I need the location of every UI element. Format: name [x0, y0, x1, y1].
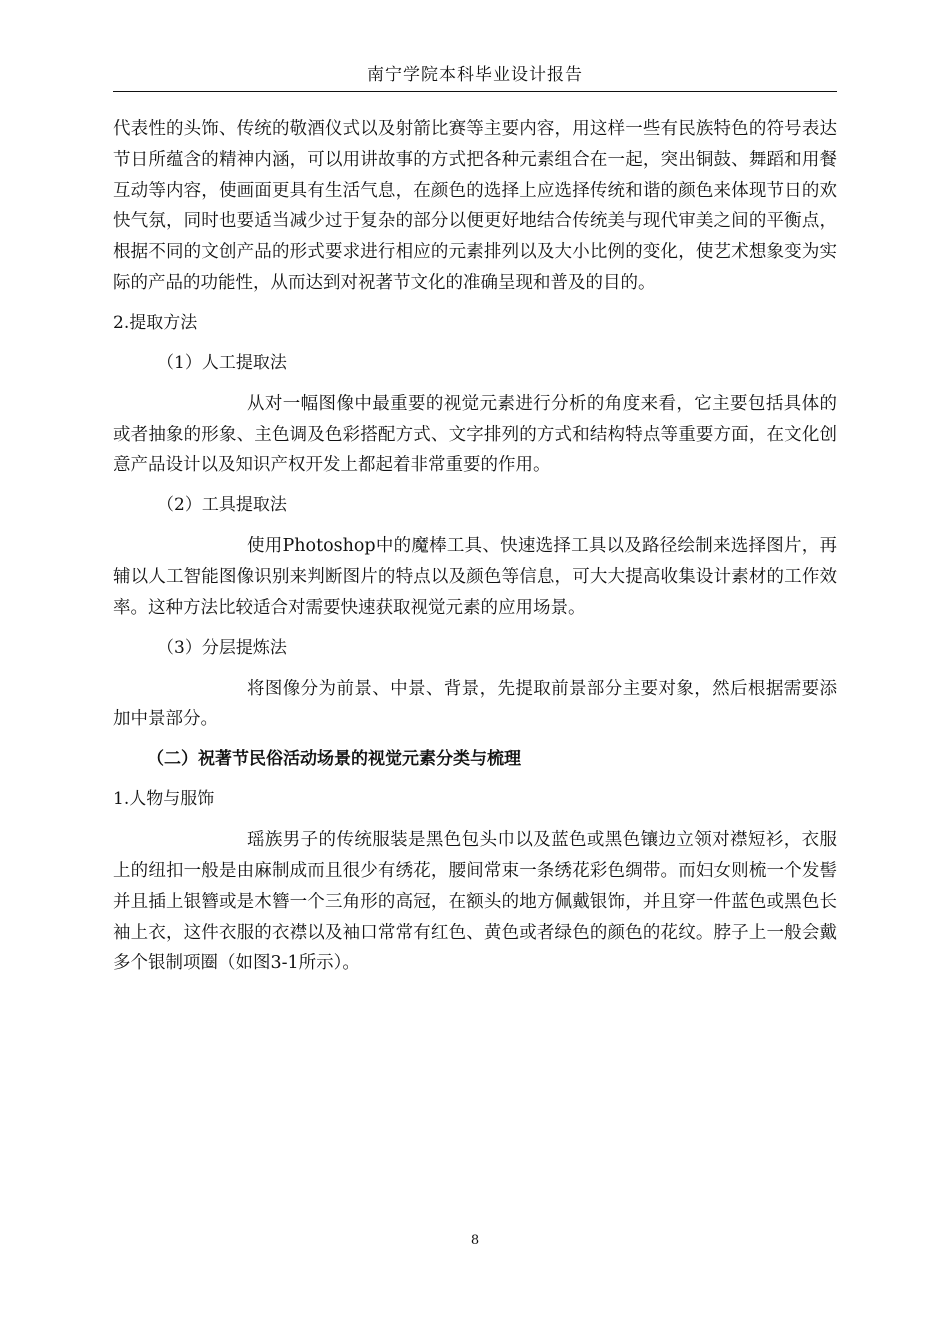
paragraph-intro: 代表性的头饰、传统的敬酒仪式以及射箭比赛等主要内容，用这样一些有民族特色的符号表达节日所蕴含的精神内涵，可以用讲故事的方式把各种元素组合在一起，突出铜鼓、舞蹈和用餐互动等内容，使画面更具有生活气息，在颜色的选择上应选择传统和谐的颜色来体现节日的欢快气氛，同时也要适当减少过于复杂的部分以便更好地结合传统美与现代审美之间的平衡点，根据不同的文创产品的形式要求进行相应的元素排列以及大小比例的变化，使艺术想象变为实际的产品的功能性，从而达到对祝著节文化的准确呈现和普及的目的。: [113, 119, 837, 293]
heading-extraction-methods: 2.提取方法: [113, 312, 198, 333]
paragraph-costume: 瑶族男子的传统服装是黑色包头巾以及蓝色或黑色镶边立领对襟短衫，衣服上的纽扣一般是由麻制成而且很少有绣花，腰间常束一条绣花彩色绸带。而妇女则梳一个发髻并且插上银簪或是木簪一个三角形的高冠，在额头的地方佩戴银饰，并且穿一件蓝色或黑色长袖上衣，这件衣服的衣襟以及袖口常常有红色、黄色或者绿色的颜色的花纹。脖子上一般会戴多个银制项圈（如图3-1所示）。: [113, 830, 837, 974]
paragraph-manual-extraction: 从对一幅图像中最重要的视觉元素进行分析的角度来看，它主要包括具体的或者抽象的形象、主色调及色彩搭配方式、文字排列的方式和结构特点等重要方面，在文化创意产品设计以及知识产权开发上都起着非常重要的作用。: [113, 393, 837, 476]
subheading-tool-extraction: （2）工具提取法: [157, 495, 287, 516]
page-header-title: 南宁学院本科毕业设计报告: [367, 65, 583, 85]
paragraph-layered-extraction: 将图像分为前景、中景、背景，先提取前景部分主要对象，然后根据需要添加中景部分。: [113, 678, 837, 730]
header-divider: [113, 91, 837, 92]
paragraph-tool-extraction: 使用Photoshop中的魔棒工具、快速选择工具以及路径绘制来选择图片，再辅以人工智能图像识别来判断图片的特点以及颜色等信息，可大大提高收集设计素材的工作效率。这种方法比较适合对需要快速获取视觉元素的应用场景。: [113, 536, 837, 618]
subheading-layered-extraction: （3）分层提炼法: [157, 637, 287, 658]
subheading-manual-extraction: （1）人工提取法: [157, 352, 287, 373]
section-title: （二）祝著节民俗活动场景的视觉元素分类与梳理: [147, 749, 521, 770]
page-number: 8: [470, 1233, 480, 1248]
document-body: [113, 114, 837, 979]
heading-figures-costume: 1.人物与服饰: [113, 789, 215, 810]
